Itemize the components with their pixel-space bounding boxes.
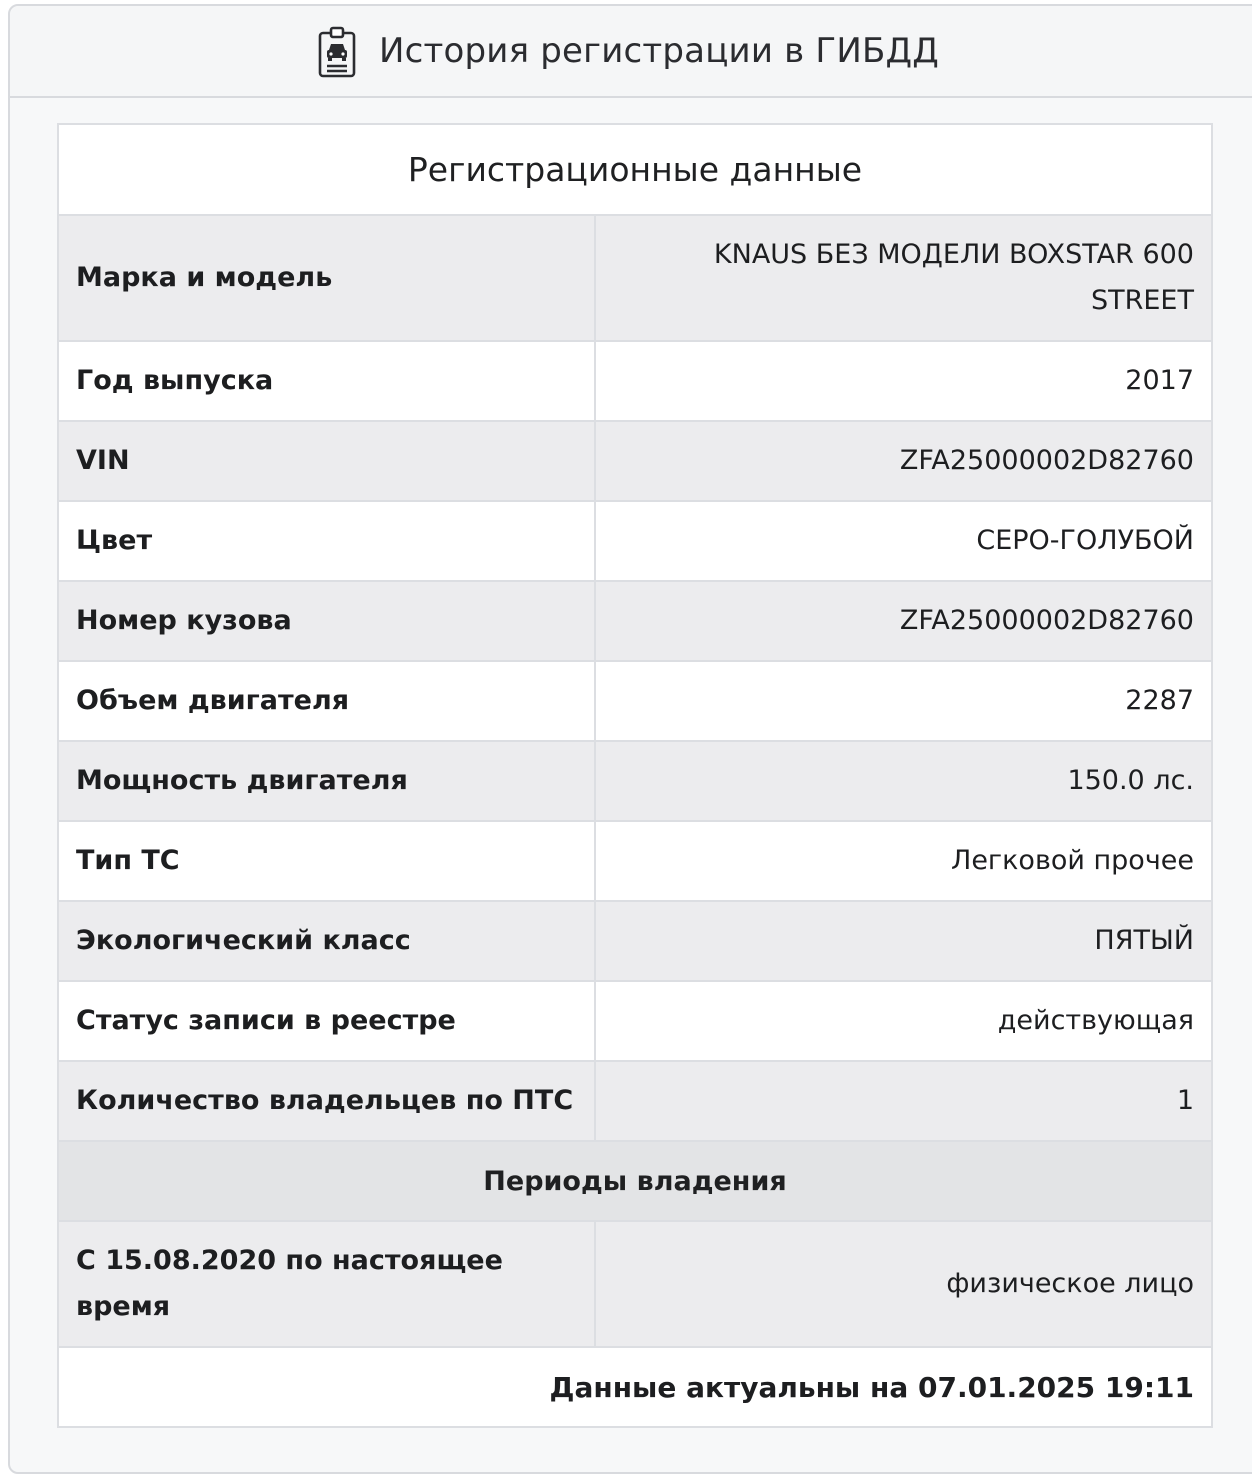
- ownership-owner-type: физическое лицо: [946, 1268, 1194, 1299]
- row-label: Мощность двигателя: [59, 742, 596, 820]
- row-label: Количество владельцев по ПТС: [59, 1062, 596, 1140]
- card-header: [10, 6, 1252, 98]
- card-title: История регистрации в ГИБДД: [378, 31, 940, 71]
- registration-table: [57, 123, 1213, 1428]
- row-label: Экологический класс: [59, 902, 596, 980]
- table-row-eco-class: [59, 902, 1211, 982]
- table-row-body-number: [59, 582, 1211, 662]
- row-label: Марка и модель: [59, 216, 596, 340]
- row-value: 2287: [1125, 685, 1194, 716]
- row-value: ZFA25000002D82760: [899, 445, 1194, 476]
- row-label: Тип ТС: [59, 822, 596, 900]
- table-row-make-model: [59, 216, 1211, 342]
- table-row-year: [59, 342, 1211, 422]
- table-row-owners-count: [59, 1062, 1211, 1142]
- ownership-period-row: [59, 1222, 1211, 1348]
- row-value: СЕРО-ГОЛУБОЙ: [976, 525, 1194, 556]
- row-value: 2017: [1125, 365, 1194, 396]
- row-value: 150.0 лс.: [1067, 765, 1194, 796]
- row-label: Номер кузова: [59, 582, 596, 660]
- table-row-registry-status: [59, 982, 1211, 1062]
- row-value: Легковой прочее: [951, 845, 1194, 876]
- id-badge-car-icon: [317, 26, 357, 78]
- table-row-engine-volume: [59, 662, 1211, 742]
- row-label: VIN: [59, 422, 596, 500]
- table-row-vehicle-type: [59, 822, 1211, 902]
- row-label: Объем двигателя: [59, 662, 596, 740]
- table-row-vin: [59, 422, 1211, 502]
- row-value: ПЯТЫЙ: [1094, 925, 1194, 956]
- row-label: Год выпуска: [59, 342, 596, 420]
- row-value: KNAUS БЕЗ МОДЕЛИ BOXSTAR 600 STREET: [713, 239, 1194, 316]
- table-row-engine-power: [59, 742, 1211, 822]
- row-value: 1: [1176, 1085, 1194, 1116]
- row-label: Статус записи в реестре: [59, 982, 596, 1060]
- row-value: ZFA25000002D82760: [899, 605, 1194, 636]
- data-actual-date: Данные актуальны на 07.01.2025 19:11: [59, 1348, 1211, 1426]
- ownership-period: С 15.08.2020 по настоящее время: [59, 1222, 596, 1346]
- row-value: действующая: [997, 1005, 1194, 1036]
- ownership-periods-heading: Периоды владения: [59, 1142, 1211, 1222]
- row-label: Цвет: [59, 502, 596, 580]
- section-title: Регистрационные данные: [59, 125, 1211, 216]
- table-row-color: [59, 502, 1211, 582]
